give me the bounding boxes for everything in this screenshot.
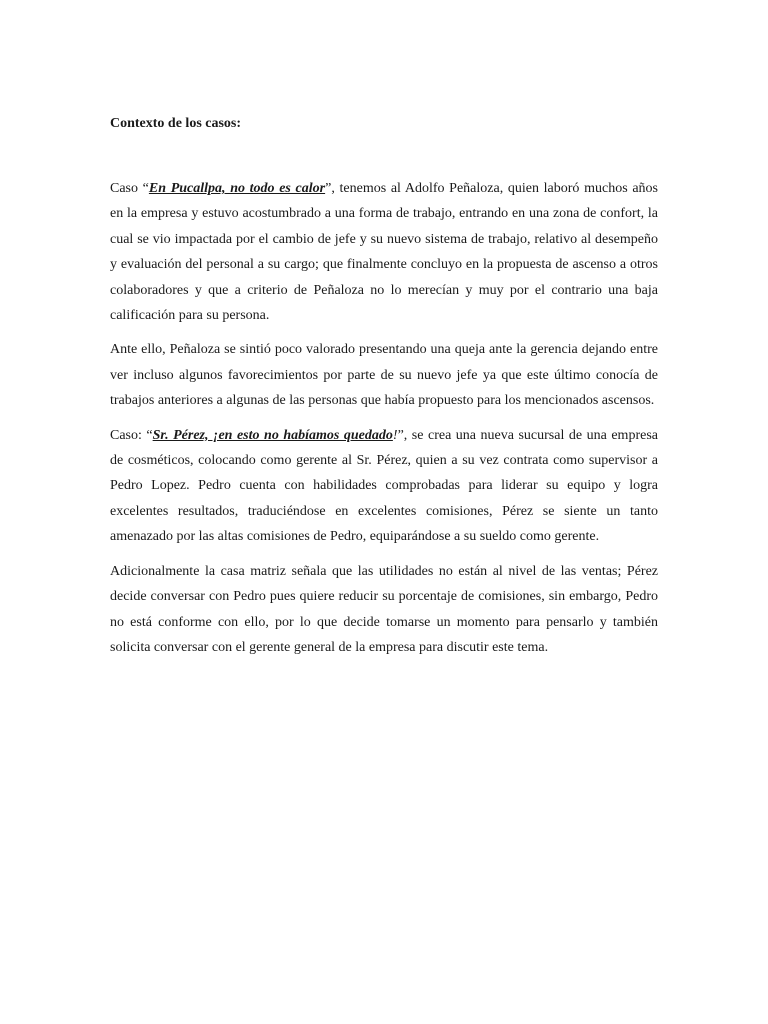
case-1-text: ”, tenemos al Adolfo Peñaloza, quien laboró muchos años en la empresa y estuvo acostumbrado a una forma de trabajo, entrando en una zona de confort, la cual se vio impactada por el cambio de jefe y su nuevo sistema de trabajo, relativo al desempeño y evaluación del personal a su cargo; que finalmente concluyo en la propuesta de ascenso a otros colaboradores y que a criterio de Peñaloza no lo merecían y muy por el contrario una baja calificación para su persona.: [110, 181, 658, 324]
case-2-text: ”, se crea una nueva sucursal de una empresa de cosméticos, colocando como gerente al Sr. Pérez, quien a su vez contrata como supervisor a Pedro Lopez. Pedro cuenta con habilidades comprobadas para liderar su equipo y logra excelentes resultados, traduciéndose en excelentes comisiones, Pérez se siente un tanto amenazado por las altas comisiones de Pedro, equiparándose a su sueldo como gerente.: [110, 427, 658, 545]
paragraph-case-2-continuation: Adicionalmente la casa matriz señala que las utilidades no están al nivel de las ventas; Pérez decide conversar con Pedro pues quiere reducir su porcentaje de comisiones, sin embargo, Pedro no está conforme con ello, por lo que decide tomarse un momento para pensarlo y también solicita conversar con el gerente general de la empresa para discutir este tema.: [110, 563, 658, 655]
case-1-title: En Pucallpa, no todo es calor: [148, 181, 326, 196]
section-heading: Contexto de los casos:: [110, 116, 242, 131]
case-1-prefix: Caso “: [110, 181, 149, 196]
paragraph-case-1: [110, 176, 658, 328]
document-page: [110, 114, 658, 669]
paragraph-case-1-continuation: Ante ello, Peñaloza se sintió poco valorado presentando una queja ante la gerencia dejando entre ver incluso algunos favorecimientos por parte de su nuevo jefe ya que este último conocía de trabajos anteriores a algunas de las personas que había propuesto para los mencionados ascensos.: [110, 342, 658, 409]
case-2-prefix: Caso: “: [110, 427, 153, 443]
case-2-title: Sr. Pérez, ¡en esto no habíamos quedado: [152, 427, 393, 443]
case-2-exclamation: !: [392, 427, 398, 443]
paragraph-case-2: [110, 423, 658, 550]
